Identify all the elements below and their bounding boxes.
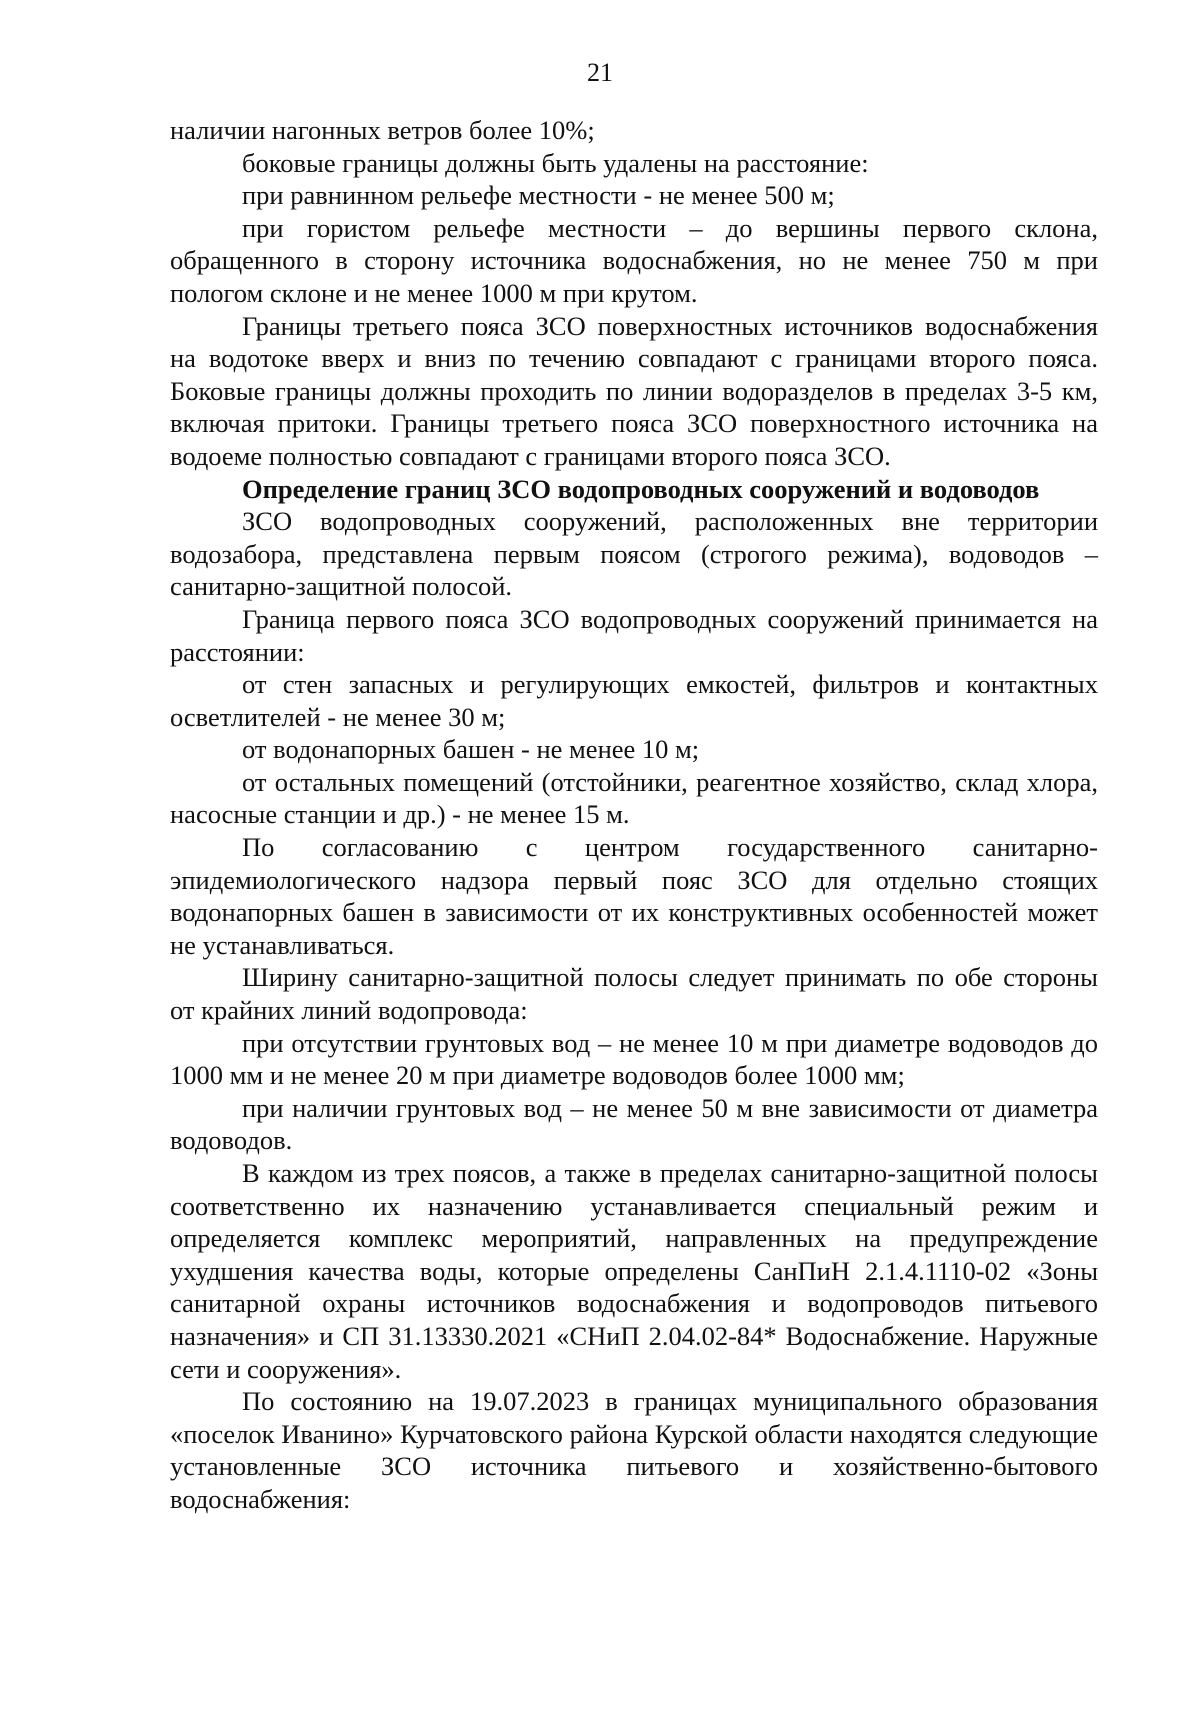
paragraph: при гористом рельефе местности – до вершины первого склона, обращенного в сторону источника водоснабжения, но не менее 750 м при пологом склоне и не менее 1000 м при крутом. <box>170 212 1098 308</box>
paragraph: наличии нагонных ветров более 10%; <box>170 115 595 145</box>
paragraph: ЗСО водопроводных сооружений, расположенных вне территории водозабора, представлена первым поясом (строгого режима), водоводов – санитарно-защитной полосой. <box>170 506 1098 602</box>
paragraph: при равнинном рельефе местности - не менее 500 м; <box>242 180 835 211</box>
paragraph: Ширину санитарно-защитной полосы следует принимать по обе стороны от крайних линий водопровода: <box>170 962 1098 1026</box>
paragraph: Границы третьего пояса ЗСО поверхностных источников водоснабжения на водотоке вверх и вниз по течению совпадают с границами второго пояса. Боковые границы должны проходить по линии водоразделов в пределах 3-5 км, включая притоки. Границы третьего пояса ЗСО поверхностного источника на водоеме полностью совпадают с границами второго пояса ЗСО. <box>170 310 1098 471</box>
paragraph: По согласованию с центром государственного санитарно-эпидемиологического надзора первый пояс ЗСО для отдельно стоящих водонапорных башен в зависимости от их конструктивных особенностей может не устанавливаться. <box>170 832 1098 960</box>
paragraph: Граница первого пояса ЗСО водопроводных сооружений принимается на расстоянии: <box>170 603 1098 667</box>
page-number: 21 <box>587 58 613 87</box>
paragraph: от водонапорных башен - не менее 10 м; <box>242 734 700 765</box>
paragraph: при наличии грунтовых вод – не менее 50 м вне зависимости от диаметра водоводов. <box>170 1092 1098 1156</box>
section-heading: Определение границ ЗСО водопроводных сооружений и водоводов <box>242 473 1040 504</box>
paragraph: В каждом из трех поясов, а также в пределах санитарно-защитной полосы соответственно их назначению устанавливается специальный режим и определяется комплекс мероприятий, направленных на предупреждение ухудшения качества воды, которые определены СанПиН 2.1.4.1110-02 «Зоны санитарной охраны источников водоснабжения и водопроводов питьевого назначения» и СП 31.13330.2021 «СНиП 2.04.02-84* Водоснабжение. Наружные сети и сооружения». <box>170 1158 1098 1384</box>
paragraph: боковые границы должны быть удалены на расстояние: <box>242 147 869 178</box>
paragraph: от стен запасных и регулирующих емкостей, фильтров и контактных осветлителей - не менее 30 м; <box>170 669 1098 732</box>
paragraph: от остальных помещений (отстойники, реагентное хозяйство, склад хлора, насосные станции и др.) - не менее 15 м. <box>170 766 1098 830</box>
paragraph: при отсутствии грунтовых вод – не менее 10 м при диаметре водоводов до 1000 мм и не менее 20 м при диаметре водоводов более 1000 мм; <box>170 1027 1098 1091</box>
document-body <box>170 114 1098 1516</box>
paragraph: По состоянию на 19.07.2023 в границах муниципального образования «поселок Иванино» Курчатовского района Курской области находятся следующие установленные ЗСО источника питьевого и хозяйственно-бытового водоснабжения: <box>170 1386 1098 1514</box>
